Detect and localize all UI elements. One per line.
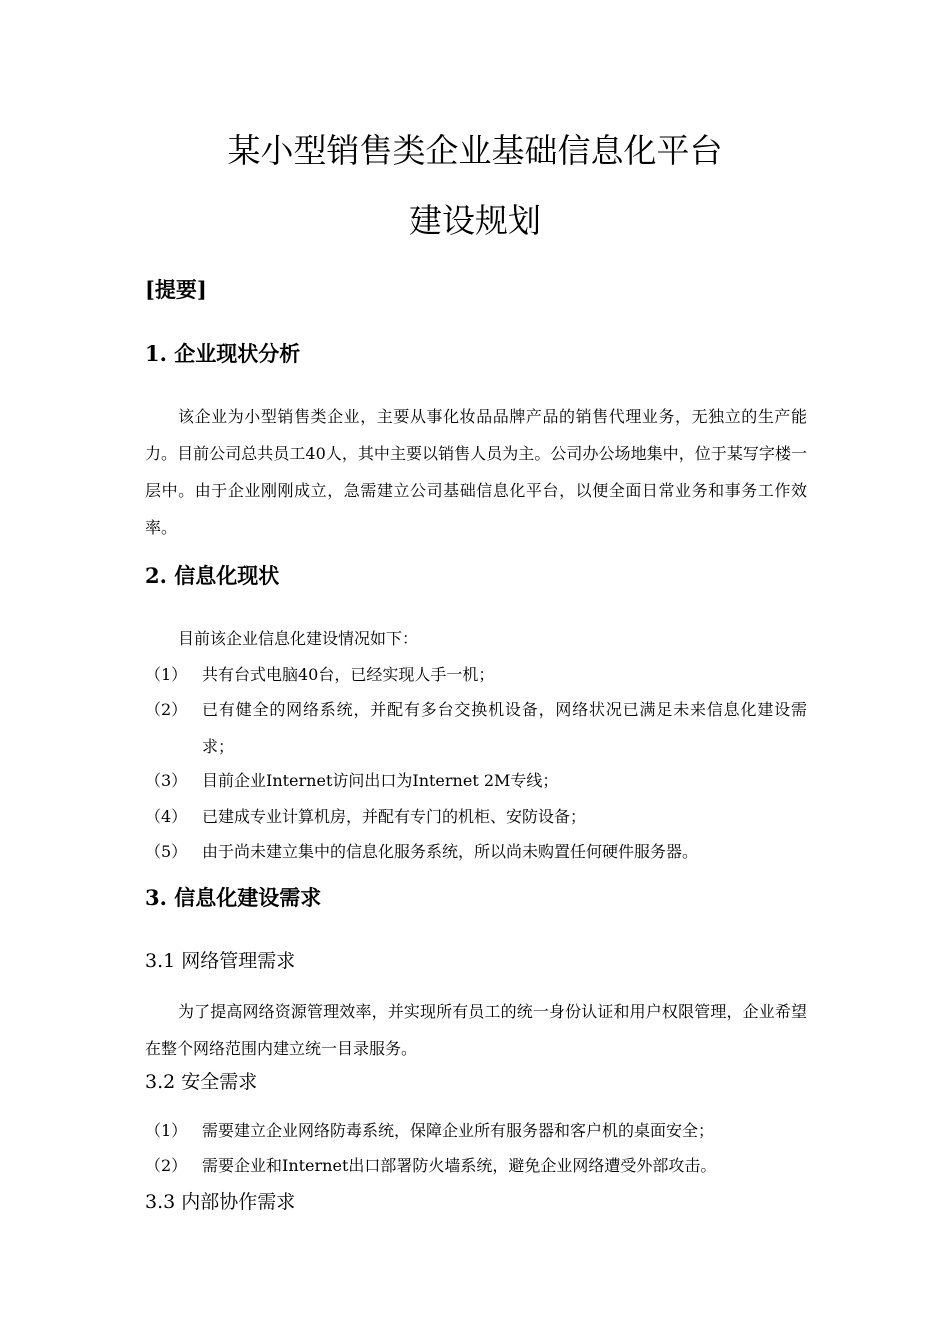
section3-3-heading: 3.3 内部协作需求 — [145, 1191, 296, 1213]
section3-heading: 3. 信息化建设需求 — [145, 885, 322, 910]
list-item-number: （1） — [145, 665, 188, 684]
list-item-text: 需要企业和Internet出口部署防火墙系统，避免企业网络遭受外部攻击。 — [202, 1156, 717, 1175]
section3-2-heading: 3.2 安全需求 — [145, 1071, 258, 1093]
section3-1-heading: 3.1 网络管理需求 — [145, 950, 296, 972]
list-item-text: 由于尚未建立集中的信息化服务系统，所以尚未购置任何硬件服务器。 — [202, 842, 699, 861]
section1-heading: 1. 企业现状分析 — [145, 341, 301, 366]
list-item-number: （2） — [145, 700, 188, 719]
list-item-number: （3） — [145, 771, 188, 790]
section3-2-list-item-1 — [145, 1112, 807, 1149]
document-title-line2: 建设规划 — [409, 201, 541, 240]
document-title-line1: 某小型销售类企业基础信息化平台 — [227, 131, 723, 170]
section2-heading: 2. 信息化现状 — [145, 563, 280, 588]
section1-paragraph: 该企业为小型销售类企业，主要从事化妆品品牌产品的销售代理业务，无独立的生产能力。目前公司总共员工40人，其中主要以销售人员为主。公司办公场地集中，位于某写字楼一层中。由于企业刚刚成立，急需建立公司基础信息化平台，以便全面日常业务和事务工作效率。 — [145, 407, 807, 537]
list-item-text: 已有健全的网络系统，并配有多台交换机设备，网络状况已满足未来信息化建设需求； — [202, 700, 807, 756]
list-item-text: 目前企业Internet访问出口为Internet 2M专线； — [202, 771, 559, 790]
list-item-text: 共有台式电脑40台，已经实现人手一机； — [202, 665, 495, 684]
list-item-text: 已建成专业计算机房，并配有专门的机柜、安防设备； — [202, 807, 587, 826]
section3-1-paragraph: 为了提高网络资源管理效率，并实现所有员工的统一身份认证和用户权限管理，企业希望在整个网络范围内建立统一目录服务。 — [145, 1002, 807, 1058]
list-item-number: （1） — [145, 1121, 188, 1140]
list-item-number: （2） — [145, 1156, 188, 1175]
list-item-text: 需要建立企业网络防毒系统，保障企业所有服务器和客户机的桌面安全； — [202, 1121, 715, 1140]
section2-list-item-2 — [145, 691, 807, 765]
section3-2-list-item-2 — [145, 1147, 807, 1184]
abstract-heading: [提要] — [145, 277, 207, 302]
section2-list-item-1 — [145, 656, 807, 693]
section2-list-item-5 — [145, 833, 807, 870]
list-item-number: （4） — [145, 807, 188, 826]
section2-list-item-4 — [145, 798, 807, 835]
section2-intro: 目前该企业信息化建设情况如下： — [178, 629, 419, 648]
list-item-number: （5） — [145, 842, 188, 861]
section2-list-item-3 — [145, 762, 807, 799]
